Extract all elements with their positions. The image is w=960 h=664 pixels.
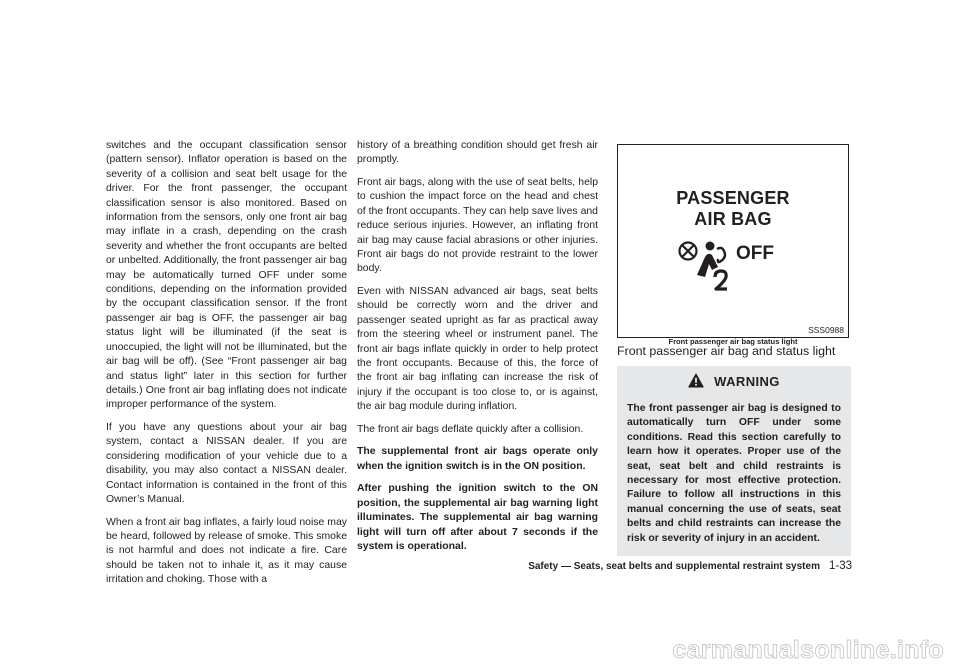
warning-triangle-icon — [688, 373, 704, 388]
figure-status-off: OFF — [736, 243, 774, 264]
page-number: 1-33 — [828, 560, 852, 572]
figure-label-passenger: PASSENGER — [676, 188, 790, 208]
body-paragraph: The front air bags deflate quickly after a collision. — [357, 423, 584, 435]
body-paragraph: If you have any questions about your air bag system, contact a NISSAN dealer. If you are considering modification of your vehicle due to a disability, you may also contact a NISSAN dealer. Contact information is contained in the front of this Owner’s Manual. — [106, 421, 347, 505]
figure-caption: Front passenger air bag status light — [668, 337, 798, 346]
figure-code: SSS0988 — [808, 325, 844, 335]
warning-title: WARNING — [714, 374, 780, 389]
bold-paragraph: After pushing the ignition switch to the ON position, the supplemental air bag warning light illuminates. The supplemental air bag warning light will turn off after about 7 seconds if the system is operational. — [357, 483, 598, 553]
column-1 — [106, 139, 347, 596]
warning-box — [617, 366, 851, 556]
warning-title-row — [617, 373, 851, 389]
section-heading: Front passenger air bag and status light — [617, 344, 836, 358]
body-paragraph: When a front air bag inflates, a fairly loud noise may be heard, followed by release of smoke. This smoke is not harmful and does not indicate a fire. Care should be taken not to inhale it, as it may cause irritation and choking. Those with a — [106, 516, 347, 586]
warning-text: The front passenger air bag is designed to automatically turn OFF under some conditions. Read this section carefully to learn how it operates. Proper use of the seat, seat belt and child restraints is necessary for most effective protection. Failure to follow all instructions in this manual concerning the use of seats, seat belts and child restraints can increase the risk or severity of injury in an accident. — [627, 403, 841, 544]
svg-text:carmanualsonline.info: carmanualsonline.info — [672, 636, 944, 664]
status-light-figure — [617, 144, 849, 338]
body-paragraph: Even with NISSAN advanced air bags, seat belts should be correctly worn and the driver and passenger seated upright as far as practical away from the steering wheel or instrument panel. The front air bags inflate quickly in order to help protect the front occupants. Because of this, the force of the front air bag inflating can increase the risk of injury if the occupant is too close to, or is against, the air bag module during inflation. — [357, 286, 598, 413]
column-2 — [357, 139, 598, 563]
body-paragraph: Front air bags, along with the use of seat belts, help to cushion the impact force on the head and chest of the front occupants. They can help save lives and reduce serious injuries. However, an inflating front air bag may cause facial abrasions or other injuries. Front air bags do not provide restraint to the lower body. — [357, 177, 598, 275]
body-paragraph: switches and the occupant classification sensor (pattern sensor). Inflator operation is based on the severity of a collision and seat belt usage for the driver. For the front passenger, the occupant classification sensor is also monitored. Based on information from the sensors, only one front air bag may inflate in a crash, depending on the crash severity and whether the front occupants are belted or unbelted. Additionally, the front passenger air bag may be automatically turned OFF under some conditions, depending on the information provided by the occupant classification sensor. If the front passenger air bag is OFF, the passenger air bag status light will be illuminated (if the seat is unoccupied, the light will not be illuminated, but the air bag will be off). (See “Front passenger air bag and status light” later in this section for further details.) One front air bag inflating does not indicate improper performance of the system. — [106, 140, 347, 411]
figure-label-air-bag: AIR BAG — [694, 209, 772, 229]
passenger-airbag-off-icon — [675, 237, 733, 295]
footer-section-title: Safety — Seats, seat belts and supplemental restraint system — [528, 561, 820, 572]
watermark — [0, 636, 960, 664]
body-paragraph: history of a breathing condition should get fresh air promptly. — [357, 140, 598, 166]
bold-paragraph: The supplemental front air bags operate only when the ignition switch is in the ON position. — [357, 446, 598, 472]
page-footer — [466, 560, 852, 572]
